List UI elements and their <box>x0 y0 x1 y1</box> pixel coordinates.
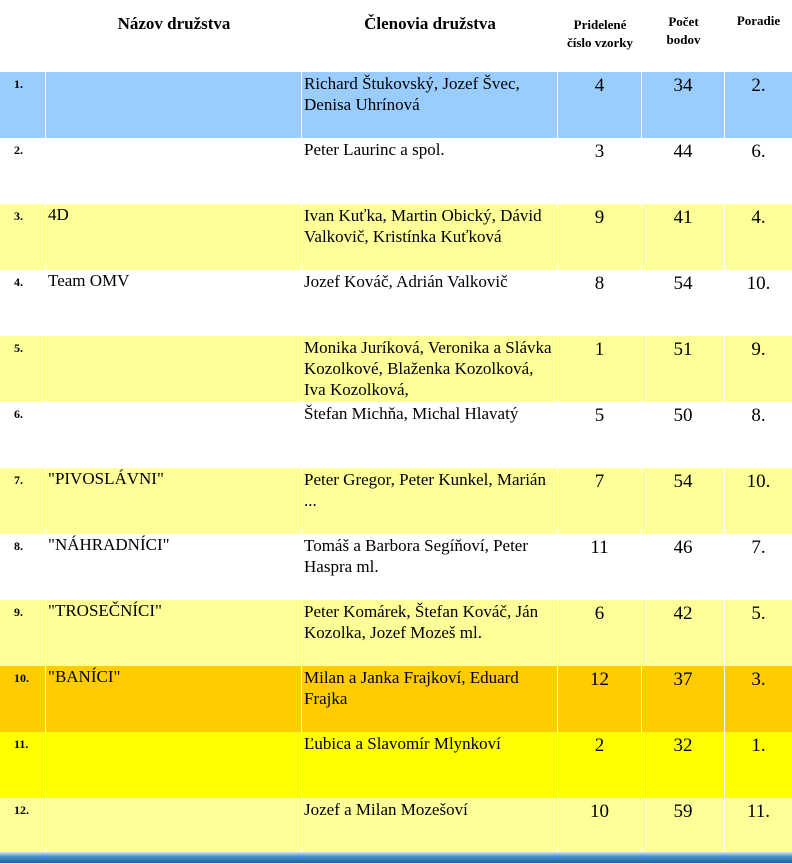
results-table-body <box>0 72 792 864</box>
rank: 7. <box>751 537 766 558</box>
table-row <box>0 270 792 336</box>
header-points <box>642 13 725 49</box>
header-rank: Poradie <box>736 13 781 28</box>
team-name <box>46 336 302 402</box>
row-number: 4. <box>0 270 46 336</box>
points: 44 <box>642 138 725 204</box>
sample-number: 1 <box>558 336 642 402</box>
rank: 10. <box>746 471 771 492</box>
team-members: Tomáš a Barbora Segíňoví, Peter Haspra ml. <box>302 534 558 600</box>
team-members: Jozef Kováč, Adrián Valkovič <box>302 270 558 336</box>
sample-number: 5 <box>558 402 642 468</box>
rank: 9. <box>751 339 766 360</box>
team-members: Štefan Michňa, Michal Hlavatý <box>302 402 558 468</box>
rank: 6. <box>751 141 766 162</box>
row-number: 12. <box>0 798 46 864</box>
points: 54 <box>642 270 725 336</box>
header-points-line2: bodov <box>666 32 701 47</box>
team-name: "NÁHRADNÍCI" <box>46 534 302 600</box>
rank: 4. <box>751 207 766 228</box>
sample-number: 6 <box>558 600 642 666</box>
sample-number: 7 <box>558 468 642 534</box>
rank: 2. <box>751 75 766 96</box>
table-row <box>0 732 792 798</box>
team-name: "BANÍCI" <box>46 666 302 732</box>
team-members: Peter Gregor, Peter Kunkel, Marián ... <box>302 468 558 534</box>
sample-number: 8 <box>558 270 642 336</box>
header-sample-number <box>558 16 642 52</box>
team-name <box>46 72 302 138</box>
rank: 11. <box>746 801 771 822</box>
sample-number: 3 <box>558 138 642 204</box>
table-header <box>0 0 792 70</box>
rank: 8. <box>751 405 766 426</box>
rank: 3. <box>751 669 766 690</box>
header-team-members: Členovia družstva <box>364 14 496 33</box>
row-number: 5. <box>0 336 46 402</box>
bottom-decorative-bar <box>0 852 792 863</box>
row-number: 2. <box>0 138 46 204</box>
row-number: 3. <box>0 204 46 270</box>
table-row <box>0 336 792 402</box>
team-name: Team OMV <box>46 270 302 336</box>
table-row <box>0 666 792 732</box>
team-name: 4D <box>46 204 302 270</box>
points: 37 <box>642 666 725 732</box>
team-members: Monika Juríková, Veronika a Slávka Kozolkové, Blaženka Kozolková, Iva Kozolková, <box>302 336 558 402</box>
table-row <box>0 468 792 534</box>
points: 50 <box>642 402 725 468</box>
header-sample-line1: Pridelené <box>573 17 627 32</box>
sample-number: 10 <box>558 798 642 864</box>
table-row <box>0 204 792 270</box>
sample-number: 9 <box>558 204 642 270</box>
header-team-name: Názov družstva <box>117 14 231 33</box>
table-row <box>0 72 792 138</box>
row-number: 6. <box>0 402 46 468</box>
row-number: 7. <box>0 468 46 534</box>
sample-number: 11 <box>558 534 642 600</box>
points: 46 <box>642 534 725 600</box>
table-row <box>0 402 792 468</box>
team-name <box>46 402 302 468</box>
points: 42 <box>642 600 725 666</box>
team-name <box>46 732 302 798</box>
table-row <box>0 138 792 204</box>
table-row <box>0 534 792 600</box>
team-members: Peter Laurinc a spol. <box>302 138 558 204</box>
rank: 1. <box>751 735 766 756</box>
header-points-line1: Počet <box>668 14 699 29</box>
team-members: Ivan Kuťka, Martin Obický, Dávid Valkovič, Kristínka Kuťková <box>302 204 558 270</box>
header-sample-line2: číslo vzorky <box>566 35 634 50</box>
points: 54 <box>642 468 725 534</box>
rank: 10. <box>746 273 771 294</box>
sample-number: 12 <box>558 666 642 732</box>
row-number: 11. <box>0 732 46 798</box>
row-number: 9. <box>0 600 46 666</box>
team-name: "PIVOSLÁVNI" <box>46 468 302 534</box>
team-name: "TROSEČNÍCI" <box>46 600 302 666</box>
team-members: Jozef a Milan Mozešoví <box>302 798 558 864</box>
table-row <box>0 600 792 666</box>
points: 34 <box>642 72 725 138</box>
row-number: 8. <box>0 534 46 600</box>
team-members: Richard Štukovský, Jozef Švec, Denisa Uhrínová <box>302 72 558 138</box>
points: 59 <box>642 798 725 864</box>
team-members: Ľubica a Slavomír Mlynkoví <box>302 732 558 798</box>
points: 32 <box>642 732 725 798</box>
team-name <box>46 138 302 204</box>
sample-number: 2 <box>558 732 642 798</box>
team-members: Milan a Janka Frajkoví, Eduard Frajka <box>302 666 558 732</box>
row-number: 10. <box>0 666 46 732</box>
row-number: 1. <box>0 72 46 138</box>
sample-number: 4 <box>558 72 642 138</box>
team-members: Peter Komárek, Štefan Kováč, Ján Kozolka, Jozef Mozeš ml. <box>302 600 558 666</box>
points: 41 <box>642 204 725 270</box>
points: 51 <box>642 336 725 402</box>
rank: 5. <box>751 603 766 624</box>
